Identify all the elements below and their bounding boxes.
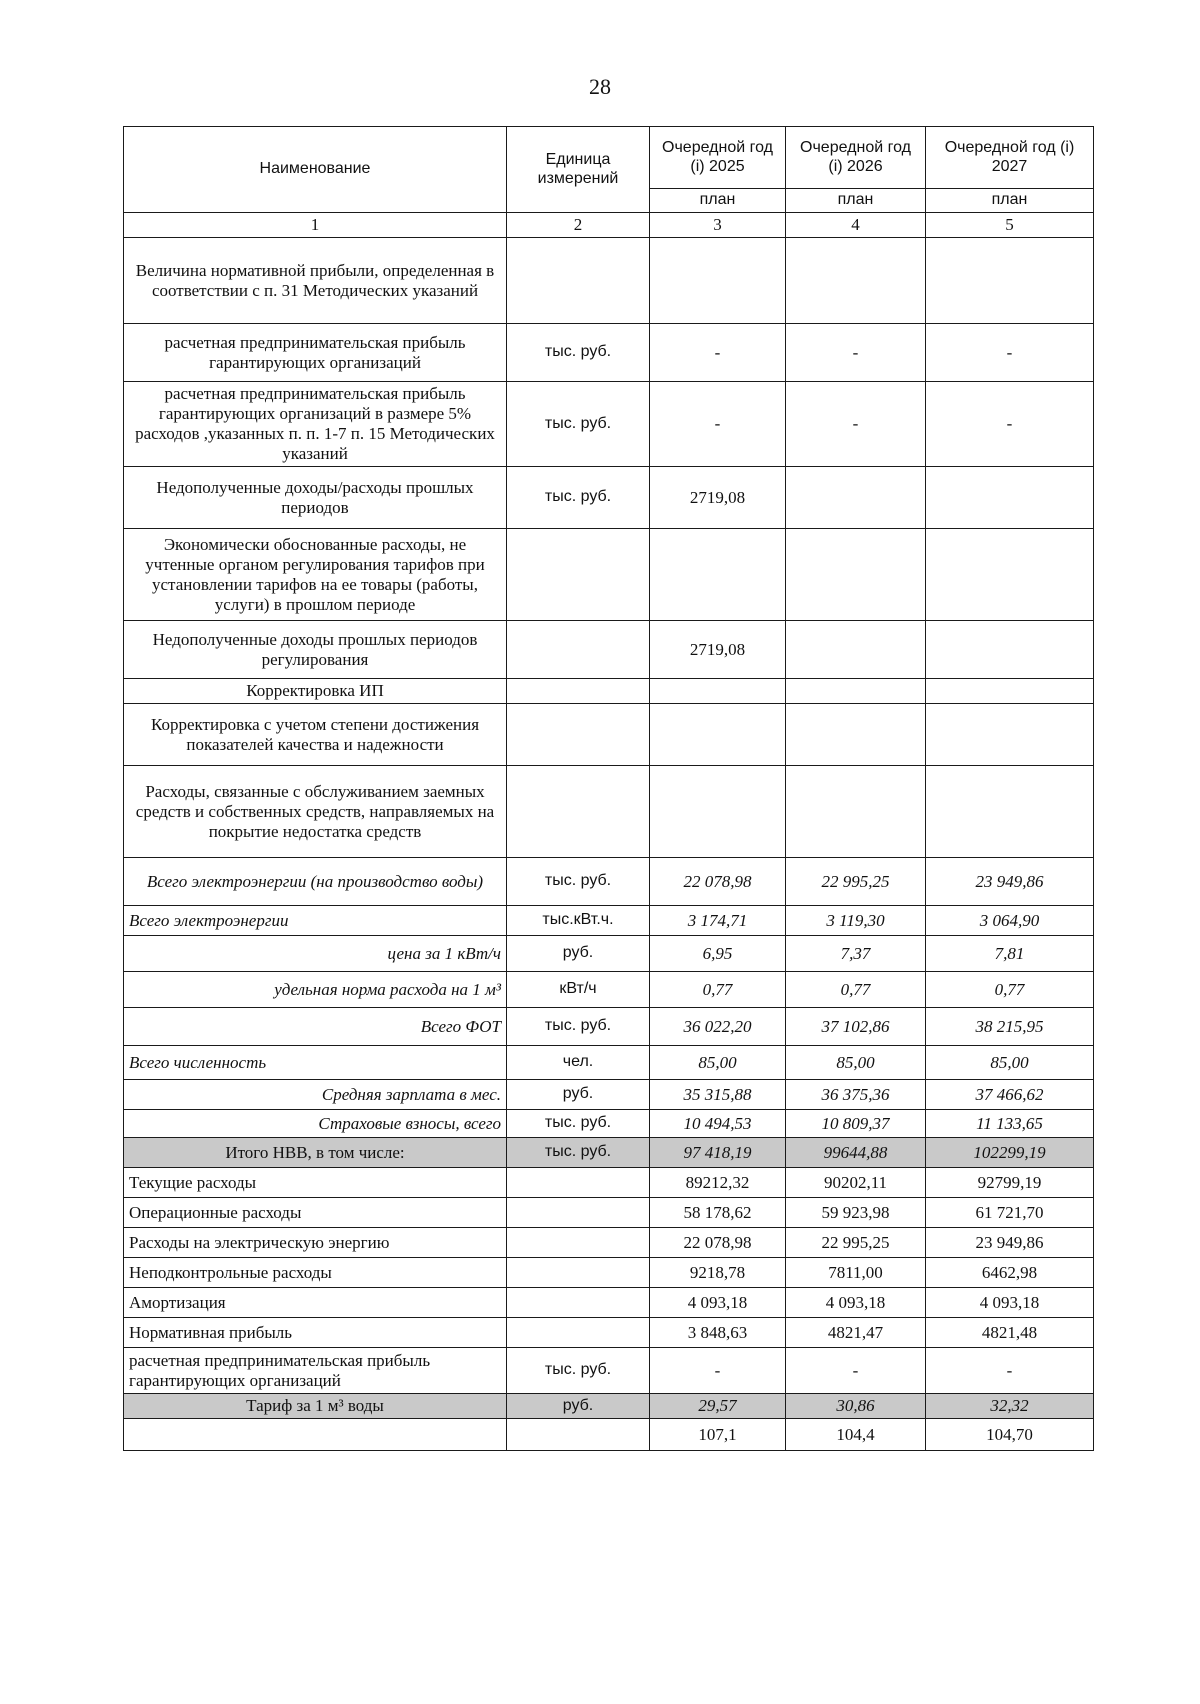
row-value-2027 [926,467,1094,529]
table-row [124,1138,1094,1168]
row-value-2025: 97 418,19 [650,1138,786,1168]
header-unit: Единица измерений [507,127,650,213]
row-value-2027: 85,00 [926,1046,1094,1080]
header-plan-2026: план [786,189,926,213]
row-value-2027: 61 721,70 [926,1198,1094,1228]
col-number-5: 5 [926,213,1094,238]
row-value-2025: 29,57 [650,1394,786,1419]
row-value-2026: 10 809,37 [786,1110,926,1138]
row-name: Нормативная прибыль [124,1318,507,1348]
row-value-2025 [650,704,786,766]
row-value-2025: 85,00 [650,1046,786,1080]
row-unit [507,1168,650,1198]
table-row [124,621,1094,679]
row-name [124,1419,507,1451]
row-unit: тыс.кВт.ч. [507,906,650,936]
row-unit [507,621,650,679]
tariff-table [123,126,1094,1451]
row-value-2027: 102299,19 [926,1138,1094,1168]
row-value-2025: 22 078,98 [650,858,786,906]
header-year-2027: Очередной год (i) 2027 [926,127,1094,189]
table-row [124,324,1094,382]
row-value-2025 [650,679,786,704]
row-unit: тыс. руб. [507,1348,650,1394]
row-value-2025: 3 174,71 [650,906,786,936]
table-row [124,1288,1094,1318]
row-name: Неподконтрольные расходы [124,1258,507,1288]
row-value-2025: 4 093,18 [650,1288,786,1318]
row-unit [507,1258,650,1288]
row-unit [507,766,650,858]
row-value-2027: - [926,324,1094,382]
row-value-2027: 0,77 [926,972,1094,1008]
row-name: Амортизация [124,1288,507,1318]
row-value-2027: 11 133,65 [926,1110,1094,1138]
row-value-2026: 4 093,18 [786,1288,926,1318]
row-value-2026: - [786,382,926,467]
row-name: Расходы, связанные с обслуживанием заемных средств и собственных средств, направляемых на покрытие недостатка средств [124,766,507,858]
row-value-2027: 32,32 [926,1394,1094,1419]
row-name: Экономически обоснованные расходы, не учтенные органом регулирования тарифов при установлении тарифов на ее товары (работы, услуги) в прошлом периоде [124,529,507,621]
row-unit: тыс. руб. [507,1138,650,1168]
row-unit: кВт/ч [507,972,650,1008]
row-name: расчетная предпринимательская прибыль гарантирующих организаций [124,1348,507,1394]
row-value-2026 [786,467,926,529]
row-name: Всего электроэнергии (на производство воды) [124,858,507,906]
row-value-2025: 2719,08 [650,467,786,529]
row-value-2026: 22 995,25 [786,858,926,906]
header-year-2025: Очередной год (i) 2025 [650,127,786,189]
row-value-2025: 22 078,98 [650,1228,786,1258]
row-value-2025: 2719,08 [650,621,786,679]
row-unit: тыс. руб. [507,324,650,382]
table-row [124,679,1094,704]
row-unit [507,529,650,621]
row-unit: тыс. руб. [507,858,650,906]
row-value-2026 [786,529,926,621]
row-value-2026: 104,4 [786,1419,926,1451]
table-row [124,382,1094,467]
row-value-2025: 58 178,62 [650,1198,786,1228]
row-unit [507,679,650,704]
row-value-2025 [650,238,786,324]
table-row [124,766,1094,858]
row-name: Корректировка с учетом степени достижения показателей качества и надежности [124,704,507,766]
row-value-2027: - [926,382,1094,467]
row-value-2027: 4821,48 [926,1318,1094,1348]
row-value-2026 [786,766,926,858]
table-row [124,529,1094,621]
row-value-2027 [926,704,1094,766]
row-name: Средняя зарплата в мес. [124,1080,507,1110]
row-unit: чел. [507,1046,650,1080]
row-value-2025: - [650,324,786,382]
row-value-2026 [786,238,926,324]
table-row [124,1318,1094,1348]
row-unit: руб. [507,1080,650,1110]
row-value-2027: 37 466,62 [926,1080,1094,1110]
row-value-2025: 6,95 [650,936,786,972]
row-name: Операционные расходы [124,1198,507,1228]
row-value-2025: 35 315,88 [650,1080,786,1110]
row-value-2026: 0,77 [786,972,926,1008]
row-value-2026 [786,704,926,766]
row-value-2027 [926,238,1094,324]
row-unit: руб. [507,1394,650,1419]
table-row [124,238,1094,324]
col-number-3: 3 [650,213,786,238]
row-unit [507,238,650,324]
header-name: Наименование [124,127,507,213]
table-row [124,1046,1094,1080]
row-value-2027: 23 949,86 [926,1228,1094,1258]
row-value-2026: 99644,88 [786,1138,926,1168]
header-plan-2027: план [926,189,1094,213]
row-value-2027: 4 093,18 [926,1288,1094,1318]
row-name: Всего численность [124,1046,507,1080]
table-body [124,238,1094,1451]
row-value-2025: - [650,1348,786,1394]
row-value-2026: 4821,47 [786,1318,926,1348]
header-plan-2025: план [650,189,786,213]
header-year-2026: Очередной год (i) 2026 [786,127,926,189]
row-value-2025: 9218,78 [650,1258,786,1288]
row-value-2027: 23 949,86 [926,858,1094,906]
row-name: расчетная предпринимательская прибыль гарантирующих организаций [124,324,507,382]
table-row [124,1394,1094,1419]
row-value-2027: - [926,1348,1094,1394]
col-number-1: 1 [124,213,507,238]
row-name: Расходы на электрическую энергию [124,1228,507,1258]
row-value-2026: - [786,324,926,382]
row-name: Корректировка ИП [124,679,507,704]
table-row [124,858,1094,906]
table-row [124,467,1094,529]
row-value-2026: 7811,00 [786,1258,926,1288]
row-unit: тыс. руб. [507,1110,650,1138]
row-unit [507,1198,650,1228]
row-value-2026: 85,00 [786,1046,926,1080]
row-value-2027 [926,766,1094,858]
row-unit [507,1419,650,1451]
row-value-2027: 7,81 [926,936,1094,972]
table-row [124,1008,1094,1046]
row-unit [507,1318,650,1348]
row-unit [507,704,650,766]
row-name: расчетная предпринимательская прибыль гарантирующих организаций в размере 5% расходов ,указанных п. п. 1-7 п. 15 Методических указаний [124,382,507,467]
row-value-2025 [650,529,786,621]
row-value-2026: 59 923,98 [786,1198,926,1228]
table-row [124,972,1094,1008]
row-unit: руб. [507,936,650,972]
row-value-2027: 38 215,95 [926,1008,1094,1046]
row-name: удельная норма расхода на 1 м³ [124,972,507,1008]
row-value-2026 [786,621,926,679]
table-row [124,1228,1094,1258]
table-row [124,1258,1094,1288]
row-value-2026: 7,37 [786,936,926,972]
table-row [124,1110,1094,1138]
table-row [124,1419,1094,1451]
row-value-2026: 90202,11 [786,1168,926,1198]
row-value-2026: 3 119,30 [786,906,926,936]
row-value-2025: 0,77 [650,972,786,1008]
row-value-2027 [926,621,1094,679]
row-name: Недополученные доходы/расходы прошлых периодов [124,467,507,529]
row-name: Страховые взносы, всего [124,1110,507,1138]
table-row [124,1080,1094,1110]
row-name: Текущие расходы [124,1168,507,1198]
row-value-2025 [650,766,786,858]
row-value-2025: 89212,32 [650,1168,786,1198]
row-value-2027 [926,529,1094,621]
page-number: 28 [589,74,611,99]
row-name: Недополученные доходы прошлых периодов регулирования [124,621,507,679]
row-value-2025: 107,1 [650,1419,786,1451]
row-name: цена за 1 кВт/ч [124,936,507,972]
row-unit [507,1288,650,1318]
table-row [124,1198,1094,1228]
row-name: Итого НВВ, в том числе: [124,1138,507,1168]
row-value-2026 [786,679,926,704]
row-value-2027: 92799,19 [926,1168,1094,1198]
row-value-2026: 37 102,86 [786,1008,926,1046]
row-unit: тыс. руб. [507,382,650,467]
row-name: Всего ФОТ [124,1008,507,1046]
row-value-2025: 36 022,20 [650,1008,786,1046]
table-row [124,704,1094,766]
row-value-2026: 30,86 [786,1394,926,1419]
row-unit: тыс. руб. [507,1008,650,1046]
row-unit: тыс. руб. [507,467,650,529]
row-value-2025: - [650,382,786,467]
table-row [124,1348,1094,1394]
row-value-2025: 3 848,63 [650,1318,786,1348]
row-name: Тариф за 1 м³ воды [124,1394,507,1419]
row-name: Всего электроэнергии [124,906,507,936]
row-value-2027 [926,679,1094,704]
col-number-2: 2 [507,213,650,238]
row-value-2027: 104,70 [926,1419,1094,1451]
table-row [124,906,1094,936]
col-number-4: 4 [786,213,926,238]
table-row [124,936,1094,972]
row-name: Величина нормативной прибыли, определенная в соответствии с п. 31 Методических указаний [124,238,507,324]
row-value-2027: 3 064,90 [926,906,1094,936]
row-value-2025: 10 494,53 [650,1110,786,1138]
row-value-2026: - [786,1348,926,1394]
row-value-2026: 22 995,25 [786,1228,926,1258]
row-value-2027: 6462,98 [926,1258,1094,1288]
row-unit [507,1228,650,1258]
table-row [124,1168,1094,1198]
row-value-2026: 36 375,36 [786,1080,926,1110]
